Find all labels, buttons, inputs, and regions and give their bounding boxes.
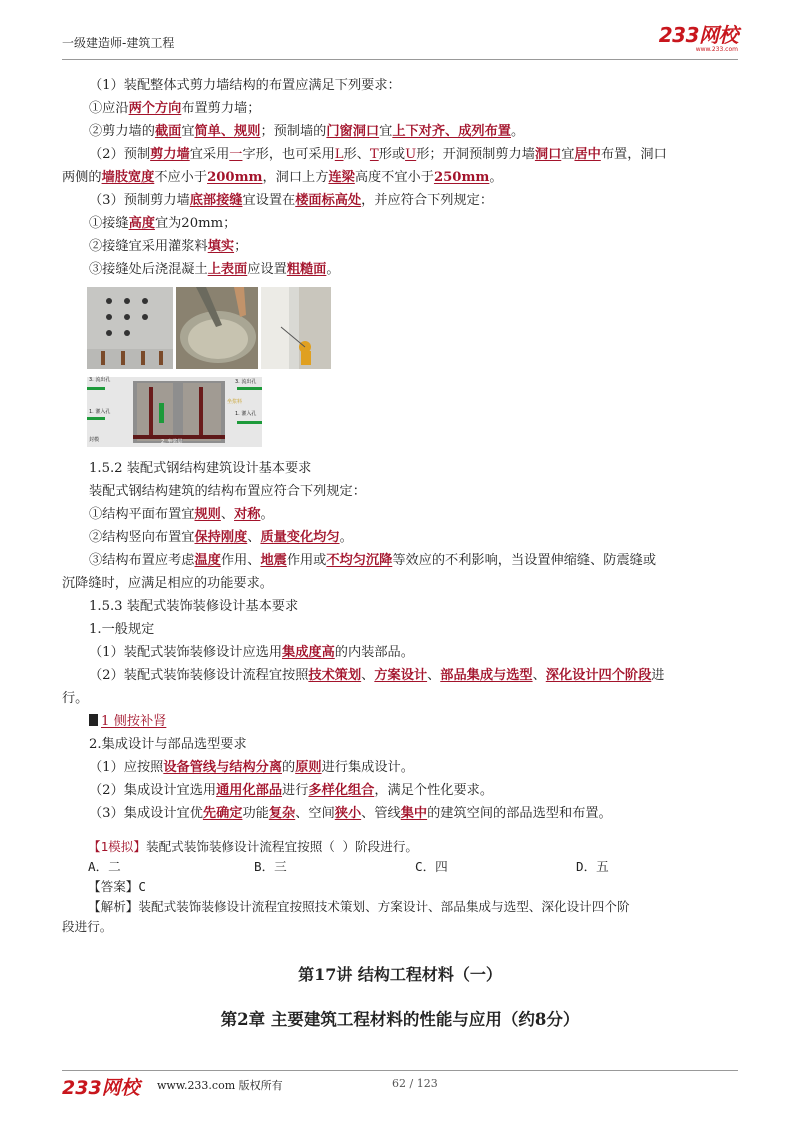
diagram-label-formwork: 封模 (89, 437, 100, 443)
integration-rule-1: （1）应按照设备管线与结构分离的原则进行集成设计。 (89, 760, 414, 775)
option-a: A．二 (88, 859, 121, 874)
chapter-title: 第2章 主要建筑工程材料的性能与应用（约8分） (220, 1010, 580, 1029)
shear-wall-rule-1: ①应沿两个方向布置剪力墙； (89, 101, 261, 116)
note-marker-icon (89, 714, 98, 726)
answer-options (62, 857, 738, 877)
logo-subtext: www.233.com (695, 46, 738, 53)
header-title: 一级建造师-建筑工程 (62, 36, 175, 50)
diagram-label-mortar: 坐浆料 (227, 399, 243, 405)
deco-rule-2-cont: 行。 (62, 691, 89, 706)
integration-heading: 2.集成设计与部品选型要求 (89, 737, 247, 752)
diagram-label-inflow-right: 1. 灌入孔 (235, 411, 257, 417)
shear-wall-intro: （1）装配整体式剪力墙结构的布置应满足下列要求： (89, 78, 401, 93)
steel-rule-3: ③结构布置应考虑温度作用、地震作用或不均匀沉降等效应的不利影响，当设置伸缩缝、防震缝或 (89, 553, 657, 568)
section-heading-153: 1.5.3 装配式装饰装修设计基本要求 (89, 599, 299, 614)
section-heading-152: 1.5.2 装配式钢结构建筑设计基本要求 (89, 461, 312, 476)
answer-line: 【答案】C (88, 879, 146, 894)
option-d: D．五 (576, 859, 609, 874)
joint-rule-1: ①接缝高度宜为20mm； (89, 216, 237, 231)
joint-rule-intro: （3）预制剪力墙底部接缝宜设置在楼面标高处，并应符合下列规定： (89, 193, 494, 208)
analysis-line: 【解析】装配式装饰装修设计流程宜按照技术策划、方案设计、部品集成与选型、深化设计四个阶 (88, 899, 630, 914)
footer-copyright: www.233.com 版权所有 (157, 1079, 283, 1092)
joint-rule-3: ③接缝处后浇混凝土上表面应设置粗糙面。 (89, 262, 340, 277)
analysis-line-cont: 段进行。 (62, 919, 113, 934)
option-b: B．三 (254, 859, 287, 874)
question-text: 【1模拟】装配式装饰装修设计流程宜按照（ ）阶段进行。 (88, 839, 419, 854)
deco-rule-2: （2）装配式装饰装修设计流程宜按照技术策划、方案设计、部品集成与选型、深化设计四个阶段进 (89, 668, 665, 683)
diagram-label-outflow-right: 3. 流出孔 (235, 379, 257, 385)
diagram-label-mortar-bed: 2. 坐浆层 (161, 439, 183, 445)
diagram-label-outflow-left: 3. 流出孔 (89, 377, 111, 383)
practice-question (62, 837, 738, 937)
steel-intro: 装配式钢结构建筑的结构布置应符合下列规定： (89, 484, 366, 499)
footer-logo: 233网校 (62, 1077, 140, 1099)
document-body (62, 74, 738, 1031)
grout-pouring-photo (176, 287, 258, 369)
precast-wall-shape: （2）预制剪力墙宜采用一字形，也可采用L形、T形或U形；开洞预制剪力墙洞口宜居中布置，洞口 (89, 147, 667, 162)
precast-wall-shape-cont: 两侧的墙肢宽度不应小于200mm，洞口上方连梁高度不宜小于250mm。 (62, 170, 503, 185)
logo-text: 233网校 (658, 23, 738, 47)
lecture-title: 第17讲 结构工程材料（一） (298, 965, 502, 984)
deco-rule-1: （1）装配式装饰装修设计应选用集成度高的内装部品。 (89, 645, 414, 660)
joint-rule-2: ②接缝宜采用灌浆料填实； (89, 239, 248, 254)
grouting-site-photo (261, 287, 331, 369)
precast-wall-photo (87, 287, 173, 369)
page-header (62, 24, 738, 60)
option-c: C．四 (415, 859, 448, 874)
page-footer (62, 1070, 738, 1099)
side-note: 1 侧按补肾 (62, 710, 738, 733)
brand-logo (659, 24, 738, 54)
integration-rule-2: （2）集成设计宜选用通用化部品进行多样化组合，满足个性化要求。 (89, 783, 494, 798)
steel-rule-1: ①结构平面布置宜规则、对称。 (89, 507, 274, 522)
grouting-diagram (87, 377, 262, 447)
general-rules-heading: 1.一般规定 (89, 622, 155, 637)
shear-wall-rule-2: ②剪力墙的截面宜简单、规则；预制墙的门窗洞口宜上下对齐、成列布置。 (89, 124, 525, 139)
page-number: 62 / 123 (392, 1077, 438, 1090)
integration-rule-3: （3）集成设计宜优先确定功能复杂、空间狭小、管线集中的建筑空间的部品选型和布置。 (89, 806, 612, 821)
steel-rule-2: ②结构竖向布置宜保持刚度、质量变化均匀。 (89, 530, 353, 545)
steel-rule-3-cont: 沉降缝时，应满足相应的功能要求。 (62, 576, 273, 591)
construction-photos (87, 287, 738, 373)
diagram-label-inflow-left: 1. 灌入孔 (89, 409, 111, 415)
